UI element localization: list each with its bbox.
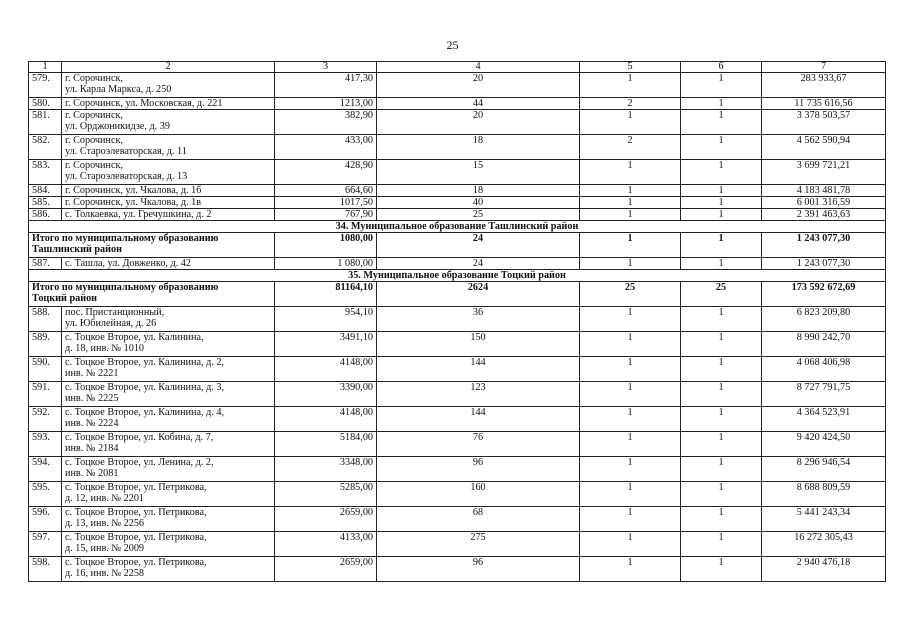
total-column-5: 25 <box>580 282 681 307</box>
column-5-cell: 1 <box>580 457 681 482</box>
row-number: 588. <box>29 307 62 332</box>
address-cell: с. Тоцкое Второе, ул. Калинина, д. 2, инв. № 2221 <box>62 357 275 382</box>
area-cell: 1213,00 <box>275 98 377 110</box>
cost-cell: 9 420 424,50 <box>762 432 886 457</box>
column-5-cell: 1 <box>580 185 681 197</box>
column-number: 3 <box>275 62 377 73</box>
row-number: 585. <box>29 197 62 209</box>
column-6-cell: 1 <box>681 110 762 135</box>
table-row <box>29 432 886 457</box>
row-number: 579. <box>29 73 62 98</box>
table-row <box>29 209 886 221</box>
section-header-row <box>29 221 886 233</box>
column-4-cell: 144 <box>377 357 580 382</box>
area-cell: 767,90 <box>275 209 377 221</box>
column-6-cell: 1 <box>681 258 762 270</box>
column-5-cell: 1 <box>580 482 681 507</box>
column-5-cell: 1 <box>580 307 681 332</box>
column-5-cell: 1 <box>580 110 681 135</box>
section-title: 34. Муниципальное образование Ташлинский район <box>29 221 886 233</box>
address-cell: г. Сорочинск, ул. Староэлеваторская, д. 13 <box>62 160 275 185</box>
total-label: Итого по муниципальному образованию Тоцкий район <box>29 282 275 307</box>
row-number: 583. <box>29 160 62 185</box>
row-number: 587. <box>29 258 62 270</box>
area-cell: 664,60 <box>275 185 377 197</box>
column-4-cell: 15 <box>377 160 580 185</box>
cost-cell: 6 001 316,59 <box>762 197 886 209</box>
cost-cell: 283 933,67 <box>762 73 886 98</box>
table-row <box>29 307 886 332</box>
row-number: 589. <box>29 332 62 357</box>
cost-cell: 4 183 481,78 <box>762 185 886 197</box>
address-cell: с. Тоцкое Второе, ул. Петрикова, д. 15, инв. № 2009 <box>62 532 275 557</box>
column-6-cell: 1 <box>681 307 762 332</box>
cost-cell: 6 823 209,80 <box>762 307 886 332</box>
column-4-cell: 96 <box>377 557 580 582</box>
total-area: 1080,00 <box>275 233 377 258</box>
cost-cell: 3 378 503,57 <box>762 110 886 135</box>
table-row <box>29 532 886 557</box>
cost-cell: 8 688 809,59 <box>762 482 886 507</box>
column-4-cell: 18 <box>377 135 580 160</box>
column-5-cell: 1 <box>580 160 681 185</box>
register-table <box>28 61 886 582</box>
column-6-cell: 1 <box>681 357 762 382</box>
row-number: 581. <box>29 110 62 135</box>
address-cell: с. Тоцкое Второе, ул. Петрикова, д. 16, инв. № 2258 <box>62 557 275 582</box>
column-5-cell: 2 <box>580 98 681 110</box>
column-4-cell: 25 <box>377 209 580 221</box>
column-6-cell: 1 <box>681 482 762 507</box>
column-5-cell: 1 <box>580 209 681 221</box>
column-5-cell: 1 <box>580 507 681 532</box>
cost-cell: 3 699 721,21 <box>762 160 886 185</box>
column-6-cell: 1 <box>681 209 762 221</box>
area-cell: 1 080,00 <box>275 258 377 270</box>
column-6-cell: 1 <box>681 557 762 582</box>
table-row <box>29 258 886 270</box>
column-6-cell: 1 <box>681 185 762 197</box>
area-cell: 3390,00 <box>275 382 377 407</box>
column-6-cell: 1 <box>681 197 762 209</box>
column-4-cell: 160 <box>377 482 580 507</box>
column-number-row <box>29 62 886 73</box>
column-4-cell: 144 <box>377 407 580 432</box>
table-row <box>29 73 886 98</box>
column-5-cell: 1 <box>580 432 681 457</box>
column-number: 6 <box>681 62 762 73</box>
total-column-6: 25 <box>681 282 762 307</box>
address-cell: пос. Пристанционный, ул. Юбилейная, д. 26 <box>62 307 275 332</box>
total-column-5: 1 <box>580 233 681 258</box>
column-4-cell: 20 <box>377 110 580 135</box>
table-row <box>29 135 886 160</box>
column-5-cell: 1 <box>580 557 681 582</box>
column-6-cell: 1 <box>681 532 762 557</box>
cost-cell: 4 068 406,98 <box>762 357 886 382</box>
cost-cell: 16 272 305,43 <box>762 532 886 557</box>
table-row <box>29 407 886 432</box>
row-number: 591. <box>29 382 62 407</box>
total-label: Итого по муниципальному образованию Ташлинский район <box>29 233 275 258</box>
area-cell: 4133,00 <box>275 532 377 557</box>
column-number: 4 <box>377 62 580 73</box>
column-number: 5 <box>580 62 681 73</box>
row-number: 580. <box>29 98 62 110</box>
total-area: 81164,10 <box>275 282 377 307</box>
area-cell: 5285,00 <box>275 482 377 507</box>
column-5-cell: 2 <box>580 135 681 160</box>
total-cost: 1 243 077,30 <box>762 233 886 258</box>
cost-cell: 8 727 791,75 <box>762 382 886 407</box>
table-row <box>29 185 886 197</box>
column-6-cell: 1 <box>681 160 762 185</box>
column-6-cell: 1 <box>681 73 762 98</box>
column-5-cell: 1 <box>580 332 681 357</box>
address-cell: с. Тоцкое Второе, ул. Калинина, д. 3, инв. № 2225 <box>62 382 275 407</box>
area-cell: 4148,00 <box>275 357 377 382</box>
column-4-cell: 36 <box>377 307 580 332</box>
area-cell: 4148,00 <box>275 407 377 432</box>
address-cell: г. Сорочинск, ул. Староэлеваторская, д. 11 <box>62 135 275 160</box>
cost-cell: 8 296 946,54 <box>762 457 886 482</box>
column-4-cell: 24 <box>377 258 580 270</box>
column-4-cell: 18 <box>377 185 580 197</box>
column-6-cell: 1 <box>681 382 762 407</box>
row-number: 582. <box>29 135 62 160</box>
area-cell: 1017,50 <box>275 197 377 209</box>
row-number: 586. <box>29 209 62 221</box>
column-4-cell: 150 <box>377 332 580 357</box>
address-cell: с. Тоцкое Второе, ул. Петрикова, д. 13, инв. № 2256 <box>62 507 275 532</box>
area-cell: 433,00 <box>275 135 377 160</box>
column-4-cell: 275 <box>377 532 580 557</box>
cost-cell: 8 990 242,70 <box>762 332 886 357</box>
column-4-cell: 44 <box>377 98 580 110</box>
column-5-cell: 1 <box>580 197 681 209</box>
table-row <box>29 507 886 532</box>
total-row <box>29 282 886 307</box>
section-header-row <box>29 270 886 282</box>
column-6-cell: 1 <box>681 507 762 532</box>
cost-cell: 2 940 476,18 <box>762 557 886 582</box>
table-row <box>29 197 886 209</box>
row-number: 595. <box>29 482 62 507</box>
column-4-cell: 40 <box>377 197 580 209</box>
column-5-cell: 1 <box>580 258 681 270</box>
column-5-cell: 1 <box>580 73 681 98</box>
cost-cell: 11 735 616,56 <box>762 98 886 110</box>
row-number: 592. <box>29 407 62 432</box>
column-6-cell: 1 <box>681 332 762 357</box>
cost-cell: 5 441 243,34 <box>762 507 886 532</box>
address-cell: с. Тоцкое Второе, ул. Петрикова, д. 12, инв. № 2201 <box>62 482 275 507</box>
column-6-cell: 1 <box>681 432 762 457</box>
row-number: 597. <box>29 532 62 557</box>
column-number: 7 <box>762 62 886 73</box>
cost-cell: 1 243 077,30 <box>762 258 886 270</box>
address-cell: с. Тоцкое Второе, ул. Калинина, д. 4, инв. № 2224 <box>62 407 275 432</box>
column-5-cell: 1 <box>580 357 681 382</box>
cost-cell: 4 562 590,94 <box>762 135 886 160</box>
row-number: 598. <box>29 557 62 582</box>
row-number: 594. <box>29 457 62 482</box>
address-cell: с. Тоцкое Второе, ул. Ленина, д. 2, инв. № 2081 <box>62 457 275 482</box>
address-cell: г. Сорочинск, ул. Московская, д. 221 <box>62 98 275 110</box>
table-row <box>29 382 886 407</box>
total-cost: 173 592 672,69 <box>762 282 886 307</box>
address-cell: с. Тоцкое Второе, ул. Кобина, д. 7, инв. № 2184 <box>62 432 275 457</box>
column-4-cell: 68 <box>377 507 580 532</box>
address-cell: г. Сорочинск, ул. Орджоникидзе, д. 39 <box>62 110 275 135</box>
table-row <box>29 557 886 582</box>
address-cell: с. Тоцкое Второе, ул. Калинина, д. 18, инв. № 1010 <box>62 332 275 357</box>
address-cell: с. Толкаевка, ул. Гречушкина, д. 2 <box>62 209 275 221</box>
address-cell: г. Сорочинск, ул. Карла Маркса, д. 250 <box>62 73 275 98</box>
area-cell: 2659,00 <box>275 557 377 582</box>
table-row <box>29 110 886 135</box>
area-cell: 428,90 <box>275 160 377 185</box>
column-4-cell: 76 <box>377 432 580 457</box>
area-cell: 3491,10 <box>275 332 377 357</box>
column-5-cell: 1 <box>580 532 681 557</box>
column-5-cell: 1 <box>580 382 681 407</box>
column-6-cell: 1 <box>681 98 762 110</box>
column-4-cell: 96 <box>377 457 580 482</box>
cost-cell: 2 391 463,63 <box>762 209 886 221</box>
area-cell: 3348,00 <box>275 457 377 482</box>
address-cell: г. Сорочинск, ул. Чкалова, д. 1в <box>62 197 275 209</box>
table-row <box>29 482 886 507</box>
section-title: 35. Муниципальное образование Тоцкий район <box>29 270 886 282</box>
page-number: 25 <box>446 38 459 52</box>
table-row <box>29 98 886 110</box>
area-cell: 417,30 <box>275 73 377 98</box>
row-number: 584. <box>29 185 62 197</box>
column-6-cell: 1 <box>681 457 762 482</box>
total-column-6: 1 <box>681 233 762 258</box>
row-number: 593. <box>29 432 62 457</box>
area-cell: 5184,00 <box>275 432 377 457</box>
column-6-cell: 1 <box>681 407 762 432</box>
cost-cell: 4 364 523,91 <box>762 407 886 432</box>
table-row <box>29 357 886 382</box>
row-number: 596. <box>29 507 62 532</box>
area-cell: 2659,00 <box>275 507 377 532</box>
column-5-cell: 1 <box>580 407 681 432</box>
total-column-4: 2624 <box>377 282 580 307</box>
table-row <box>29 457 886 482</box>
column-4-cell: 123 <box>377 382 580 407</box>
column-number: 2 <box>62 62 275 73</box>
area-cell: 382,90 <box>275 110 377 135</box>
column-4-cell: 20 <box>377 73 580 98</box>
row-number: 590. <box>29 357 62 382</box>
column-number: 1 <box>29 62 62 73</box>
address-cell: г. Сорочинск, ул. Чкалова, д. 1б <box>62 185 275 197</box>
table-row <box>29 332 886 357</box>
total-row <box>29 233 886 258</box>
column-6-cell: 1 <box>681 135 762 160</box>
total-column-4: 24 <box>377 233 580 258</box>
address-cell: с. Ташла, ул. Довженко, д. 42 <box>62 258 275 270</box>
table-row <box>29 160 886 185</box>
area-cell: 954,10 <box>275 307 377 332</box>
